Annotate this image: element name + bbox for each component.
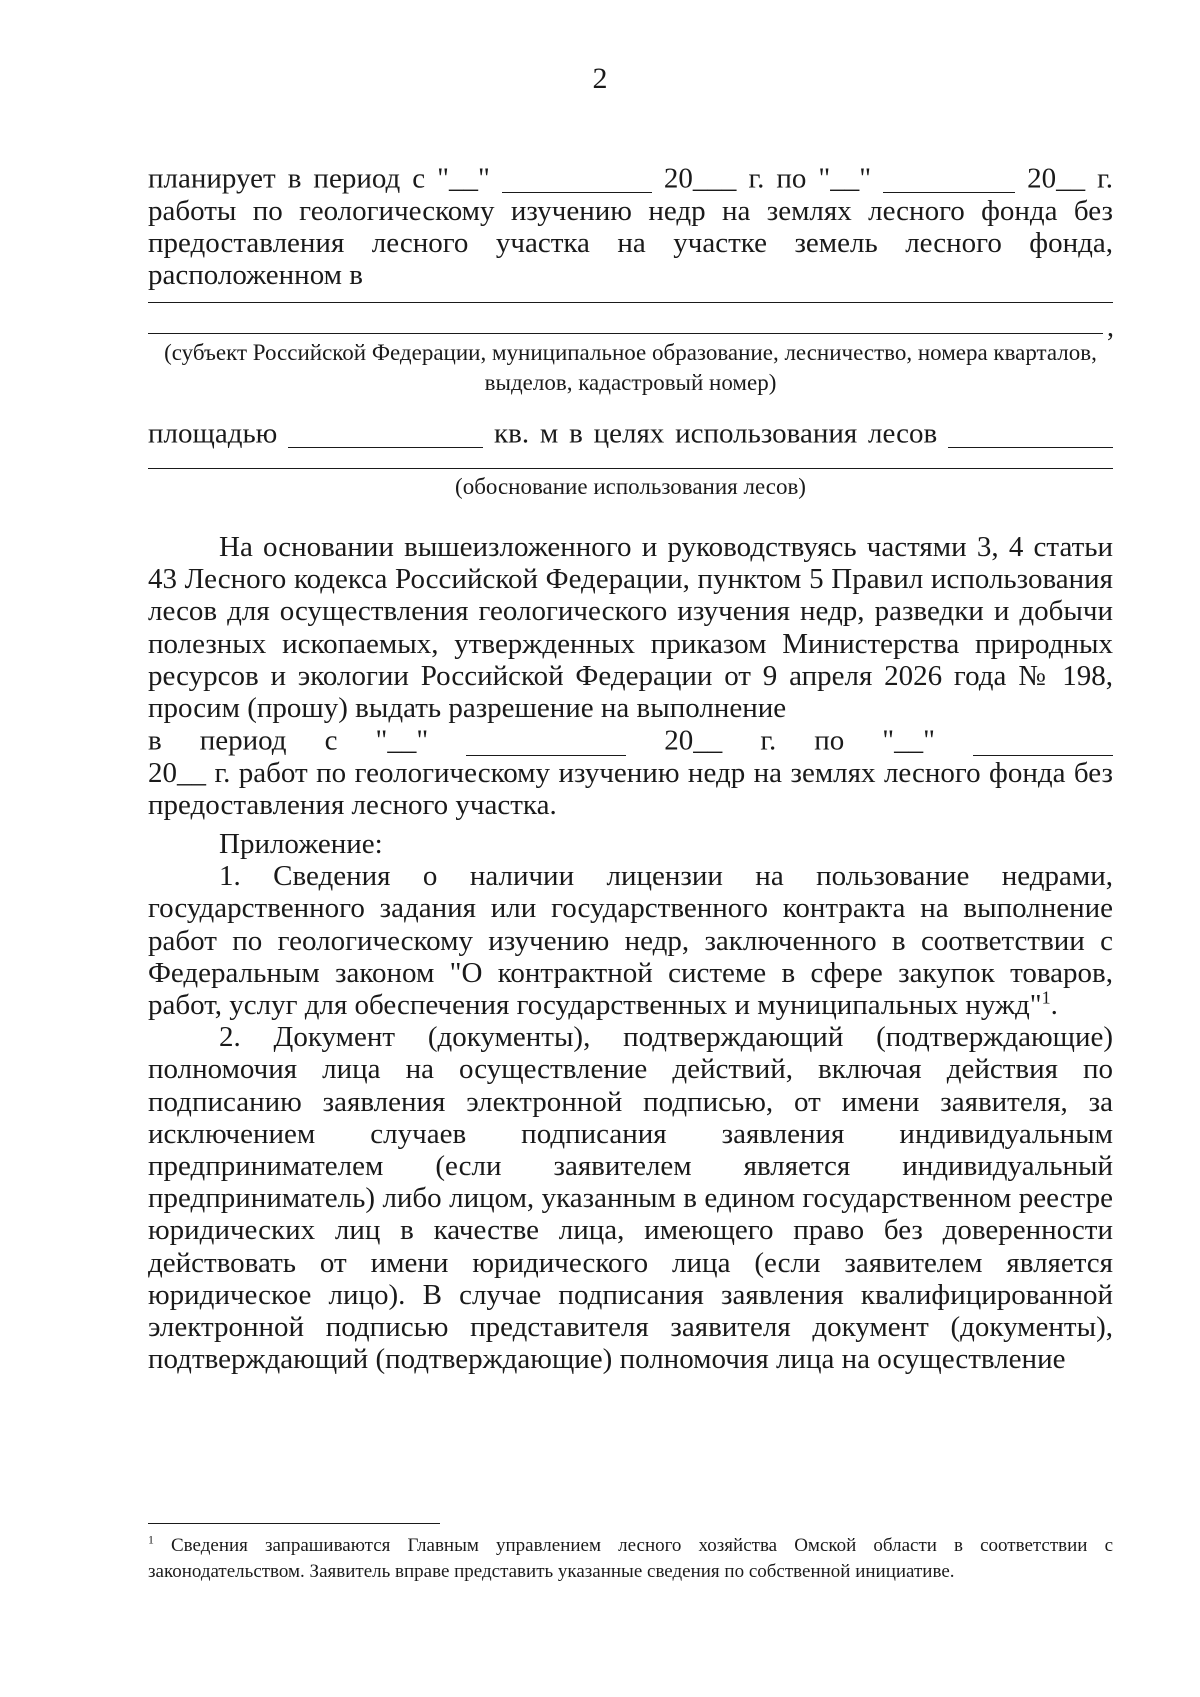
area-value-blank — [288, 417, 483, 448]
intro-paragraph — [148, 162, 1113, 291]
period-end-year: 20__ г. — [1027, 162, 1114, 195]
footnote — [148, 1533, 1113, 1585]
request-paragraph — [148, 531, 1113, 821]
purpose-blank — [948, 417, 1113, 448]
period-end-month-blank — [883, 162, 1015, 193]
period-start-month-blank — [502, 162, 652, 193]
area-unit-purpose: кв. м в целях использования лесов — [494, 417, 938, 450]
page-number: 2 — [592, 62, 608, 95]
request-period-year: 20__ г. по "__" — [664, 724, 935, 757]
area-label: площадью — [148, 417, 278, 450]
location-line-2 — [148, 333, 1103, 334]
request-end-month-blank — [973, 724, 1113, 755]
footnote-reference: 1 — [1041, 987, 1051, 1008]
location-caption: (субъект Российской Федерации, муниципальное образование, лесничество, номера кварталов, выделов, кадастровый номер) — [164, 340, 1097, 395]
request-period-start: в период с "__" — [148, 724, 429, 757]
request-text-a: На основании вышеизложенного и руководствуясь частями 3, 4 статьи 43 Лесного кодекса Российской Федерации, пунктом 5 Правил использования лесов для осуществления геологического изучения недр, разведки и добычи полезных ископаемых, утвержденных приказом Министерства природных ресурсов и экологии Российской Федерации от 9 апреля 2026 года № 198, просим (прошу) выдать разрешение на выполнение — [148, 531, 1113, 725]
footnote-mark: 1 — [148, 1533, 154, 1547]
request-start-month-blank — [466, 724, 626, 755]
footnote-text: Сведения запрашиваются Главным управлением лесного хозяйства Омской области в соответствии с законодательством. Заявитель вправе представить указанные сведения по собственной инициативе. — [148, 1535, 1114, 1582]
period-start-day: планирует в период с "__" — [148, 162, 490, 195]
attachment-item-2: 2. Документ (документы), подтверждающий (подтверждающие) полномочия лица на осуществление действий, включая действия по подписанию заявления электронной подписью, от имени заявителя, за исключением случаев подписания заявления индивидуальным предпринимателем (если заявителем является индивидуальный предприниматель) либо лицом, указанным в едином государственном реестре юридических лиц в качестве лица, имеющего право без доверенности действовать от имени юридического лица (если заявителем является юридическое лицо). В случае подписания заявления квалифицированной электронной подписью представителя заявителя документ (документы), подтверждающий (подтверждающие) полномочия лица на осуществление — [148, 1021, 1113, 1376]
period-start-year-to: 20___ г. по "__" — [663, 162, 872, 195]
attachments-section — [148, 828, 1113, 1375]
location-line-1 — [148, 302, 1113, 303]
intro-text: работы по геологическому изучению недр на землях лесного фонда без предоставления лесного участка на участке земель лесного фонда, расположенном в — [148, 194, 1113, 292]
justification-line — [148, 468, 1113, 469]
location-comma: , — [1107, 312, 1114, 343]
area-line — [148, 417, 1113, 450]
justification-caption: (обоснование использования лесов) — [455, 474, 806, 499]
attachment-item-1: 1. Сведения о наличии лицензии на пользование недрами, государственного задания или государственного контракта на выполнение работ по геологическому изучению недр, заключенного в соответствии с Федеральным законом "О контрактной системе в сфере закупок товаров, работ, услуг для обеспечения государственных и муниципальных нужд"$^1$. — [148, 860, 1113, 1022]
footnote-separator — [148, 1523, 440, 1524]
attachments-heading: Приложение: — [219, 828, 383, 860]
request-text-b: 20__ г. работ по геологическому изучению недр на землях лесного фонда без предоставления лесного участка. — [148, 757, 1113, 822]
